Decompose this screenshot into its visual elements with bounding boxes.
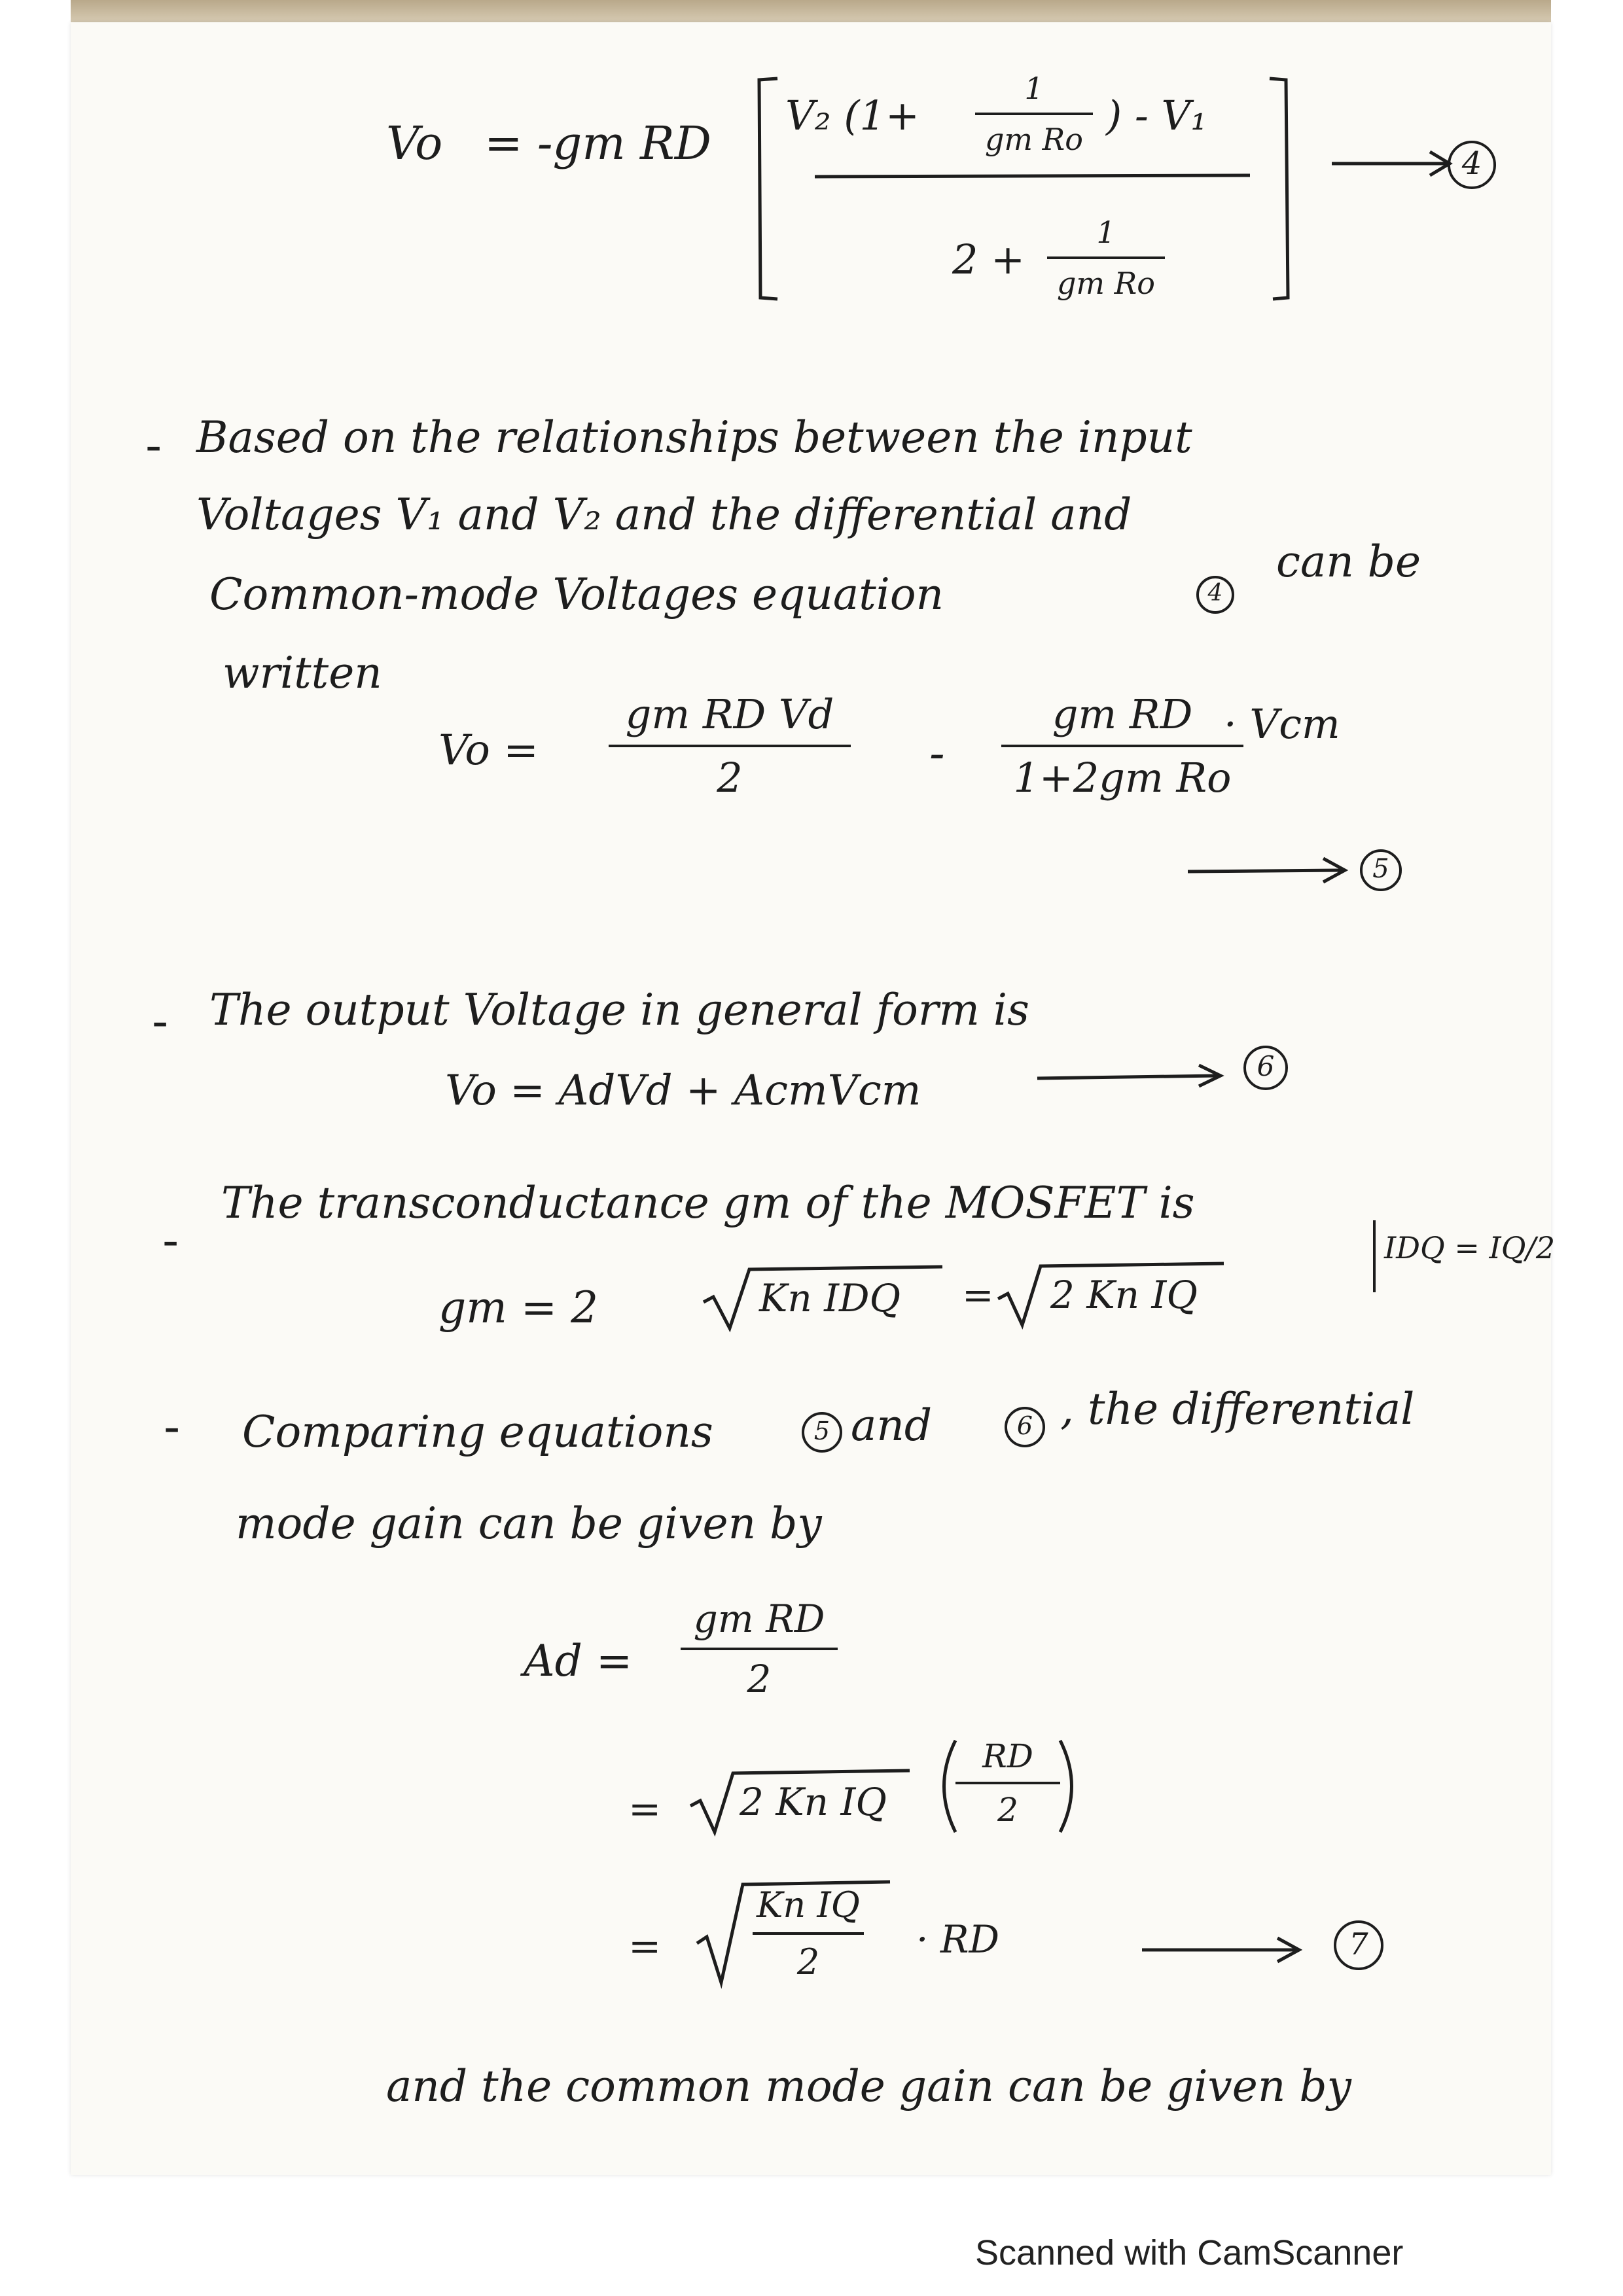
bullet-dash-4: - xyxy=(164,1400,181,1454)
eq5-fraction-2 xyxy=(1001,690,1243,802)
para4-tag-6: 6 xyxy=(1005,1407,1045,1447)
eq7-frac-den: 2 xyxy=(747,1657,772,1701)
eq5-arrow xyxy=(1185,851,1355,890)
eq4-lhs: Vo xyxy=(386,116,443,170)
para1-tag: 4 xyxy=(1196,576,1234,614)
eq4-inner-den: gm Ro xyxy=(984,122,1084,157)
eq6-text: Vo = AdVd + AcmVcm xyxy=(445,1067,921,1115)
eq4-den-den: gm Ro xyxy=(1056,266,1156,301)
eq4-arrow xyxy=(1329,144,1459,183)
eq7-arrow xyxy=(1139,1930,1309,1969)
eq5-frac2-den: 1+2gm Ro xyxy=(1013,754,1232,802)
eq7-step3-tail: · RD xyxy=(916,1917,1000,1962)
bullet-dash-3: - xyxy=(162,1214,179,1267)
eq7-step2-fraction xyxy=(955,1737,1060,1829)
para1-line3-end: can be xyxy=(1276,537,1421,587)
para4-tag-5: 5 xyxy=(802,1412,842,1453)
eq7-step2-rad: 2 Kn IQ xyxy=(740,1780,887,1824)
para4-line1-c: , the differential xyxy=(1060,1384,1415,1434)
para1-line3: Common-mode Voltages equation xyxy=(209,569,944,620)
eq-gm-rad1: Kn IDQ xyxy=(759,1276,901,1320)
para3-line1: The transconductance gm of the MOSFET is xyxy=(221,1178,1195,1228)
eq7-fraction xyxy=(681,1597,838,1701)
side-note-bar xyxy=(1368,1217,1381,1296)
eq4-num-left: V₂ (1+ xyxy=(785,92,919,139)
eq5-fraction-1 xyxy=(609,690,851,802)
eq7-tag: 7 xyxy=(1334,1920,1383,1970)
para5-line1: and the common mode gain can be given by xyxy=(386,2061,1351,2111)
bullet-dash-1: - xyxy=(145,419,162,472)
para4-line2: mode gain can be given by xyxy=(236,1498,822,1549)
eq7-step3-eq: = xyxy=(628,1924,662,1969)
eq7-frac-num: gm RD xyxy=(693,1597,825,1641)
eq7-step3-rad-den: 2 xyxy=(796,1941,820,1983)
para1-line1: Based on the relationships between the input xyxy=(196,412,1192,463)
eq7-step2-frac-den: 2 xyxy=(997,1791,1018,1829)
eq4-inner-num: 1 xyxy=(1024,71,1044,106)
eq7-step3-rad-num: Kn IQ xyxy=(757,1884,860,1926)
eq-gm-side-note: IDQ = IQ/2 xyxy=(1384,1230,1556,1265)
eq5-frac1-den: 2 xyxy=(717,754,743,802)
eq5-suffix: · Vcm xyxy=(1224,700,1340,748)
eq7-step2-eq: = xyxy=(628,1786,662,1832)
para1-line4: written xyxy=(223,648,382,698)
page-top-edge xyxy=(71,0,1551,24)
eq-gm-mid: = xyxy=(962,1273,994,1317)
para1-line2: Voltages V₁ and V₂ and the differential and xyxy=(196,489,1132,540)
eq4-inner-fraction xyxy=(975,71,1093,157)
eq5-tag: 5 xyxy=(1360,849,1402,891)
eq6-arrow xyxy=(1034,1060,1230,1093)
eq5-lhs: Vo = xyxy=(438,726,539,775)
eq4-den-num: 1 xyxy=(1096,215,1116,250)
bullet-dash-2: - xyxy=(152,995,169,1048)
eq5-minus: - xyxy=(929,726,945,780)
eq5-frac2-num: gm RD xyxy=(1052,690,1193,738)
eq4-num-right: ) - V₁ xyxy=(1106,92,1207,139)
para2-line1: The output Voltage in general form is xyxy=(209,985,1029,1035)
eq5-frac1-num: gm RD Vd xyxy=(625,690,834,738)
eq7-step3-rad-fraction xyxy=(753,1884,864,1983)
eq7-lhs: Ad = xyxy=(524,1636,633,1686)
eq4-den-left: 2 + xyxy=(952,236,1026,283)
eq-gm-rad2: 2 Kn IQ xyxy=(1050,1273,1198,1317)
eq4-equals: = -gm RD xyxy=(484,116,711,170)
eq6-tag: 6 xyxy=(1243,1046,1288,1090)
eq7-step2-frac-num: RD xyxy=(982,1737,1033,1775)
para4-line1-a: Comparing equations xyxy=(242,1407,713,1457)
para4-line1-b: and xyxy=(851,1400,933,1451)
eq4-den-fraction xyxy=(1047,215,1165,301)
eq-gm-lhs: gm = 2 xyxy=(438,1282,599,1333)
camscanner-watermark: Scanned with CamScanner xyxy=(975,2233,1404,2272)
eq4-tag: 4 xyxy=(1448,141,1496,189)
